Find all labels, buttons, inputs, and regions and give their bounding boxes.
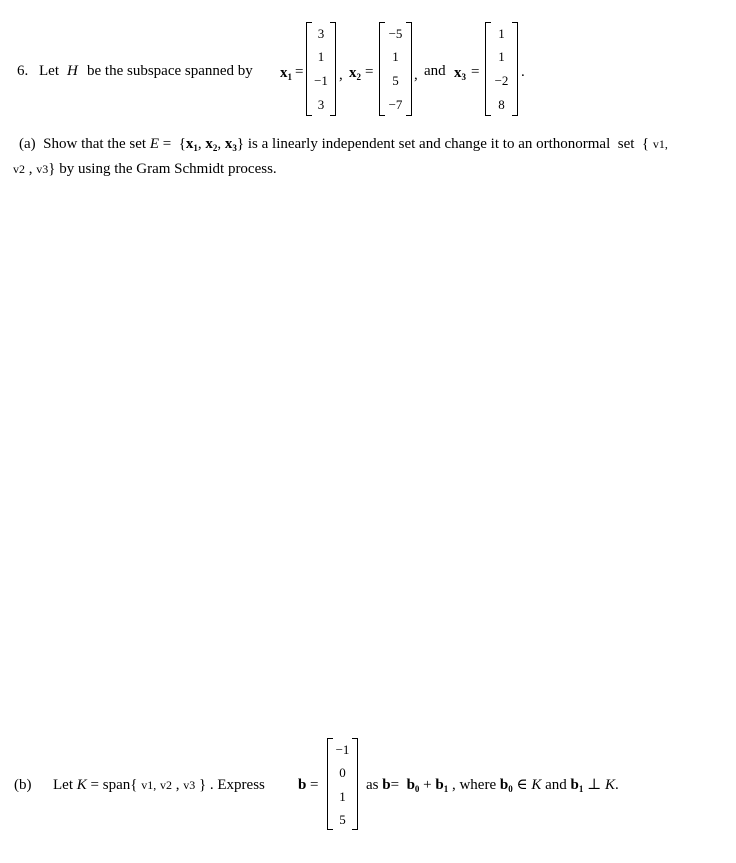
equals: = xyxy=(162,136,172,152)
set-word: set xyxy=(617,136,635,152)
x3-vector xyxy=(485,22,518,116)
subspace-symbol: H xyxy=(67,63,78,79)
part-a-paragraph-line2: v2 , v3} by using the Gram Schmidt process. xyxy=(13,161,277,177)
x3-entry: 1 xyxy=(498,26,505,41)
part-b-text: Let K = span{ v1, v2 , v3 } . Express xyxy=(53,777,265,793)
x2-equals: = xyxy=(365,64,374,80)
x1-label: $x_1$ xyxy=(280,65,292,82)
brace: } xyxy=(48,161,56,177)
x1-entry: 3 xyxy=(317,97,325,112)
b-label: b xyxy=(298,777,307,793)
x3-equals: = xyxy=(471,64,480,80)
x3-entry: −2 xyxy=(494,73,509,88)
v1-ref: v1, xyxy=(141,778,157,792)
problem-number: 6. xyxy=(17,63,29,79)
v3-ref: v3 xyxy=(183,778,196,792)
brace: { xyxy=(178,136,186,152)
intro-let: Let xyxy=(39,63,59,79)
comma: , xyxy=(339,67,343,83)
x2-entry: −5 xyxy=(388,26,403,41)
intro-text: be the subspace spanned by xyxy=(87,63,253,79)
v2-ref: v2 xyxy=(13,162,25,176)
part-b-label: (b) xyxy=(14,777,32,793)
x1-equals: = xyxy=(295,64,304,80)
part-a-label: (a) xyxy=(19,136,36,152)
period: . xyxy=(521,64,525,80)
part-b-decomposition: as $b= b_0 + b_1$ , where $b_0$ ∈ K and $b_1$ ⊥ K. xyxy=(366,777,619,794)
v1-ref: v1, xyxy=(652,137,668,151)
and-word: and xyxy=(424,63,446,79)
brace: { xyxy=(641,136,650,152)
x2-entry: 1 xyxy=(392,49,399,64)
x2-ref: $x_2$ xyxy=(205,136,218,153)
x1-ref: $x_1$ xyxy=(185,136,198,153)
x1-entry: 1 xyxy=(317,49,325,64)
part-a-text: is a linearly independent set and change it to an orthonormal xyxy=(247,136,611,152)
part-a-paragraph: (a) Show that the set $E = \{x_1$, $x_2$, $x_3$} is a linearly independent set and change it to an orthonormal set { v1, xyxy=(19,136,668,153)
brace: } xyxy=(236,136,245,152)
part-a-text: by using the Gram Schmidt process. xyxy=(59,161,277,177)
x3-label: $x_3$ xyxy=(454,65,466,82)
part-a-text: Show that the set xyxy=(43,136,147,152)
x3-ref: $x_3$ xyxy=(224,136,237,153)
comma: , xyxy=(414,67,418,83)
equals: = xyxy=(310,777,319,793)
x3-entry: 1 xyxy=(498,49,505,64)
set-symbol: E xyxy=(149,136,159,152)
x1-vector xyxy=(306,22,336,116)
b-entry: −1 xyxy=(335,742,350,757)
b-vector xyxy=(327,738,358,830)
b-entry: 5 xyxy=(339,812,346,827)
x1-entry: 3 xyxy=(317,26,325,41)
v2-ref: v2 xyxy=(159,778,172,792)
b-entry: 0 xyxy=(339,765,346,780)
x2-entry: 5 xyxy=(392,73,399,88)
b-entry: 1 xyxy=(339,789,346,804)
x1-entry: −1 xyxy=(314,73,328,88)
v3-ref: v3 xyxy=(36,162,49,176)
x3-entry: 8 xyxy=(498,97,505,112)
x2-vector xyxy=(379,22,412,116)
x2-entry: −7 xyxy=(388,97,403,112)
x2-label: $x_2$ xyxy=(349,65,361,82)
